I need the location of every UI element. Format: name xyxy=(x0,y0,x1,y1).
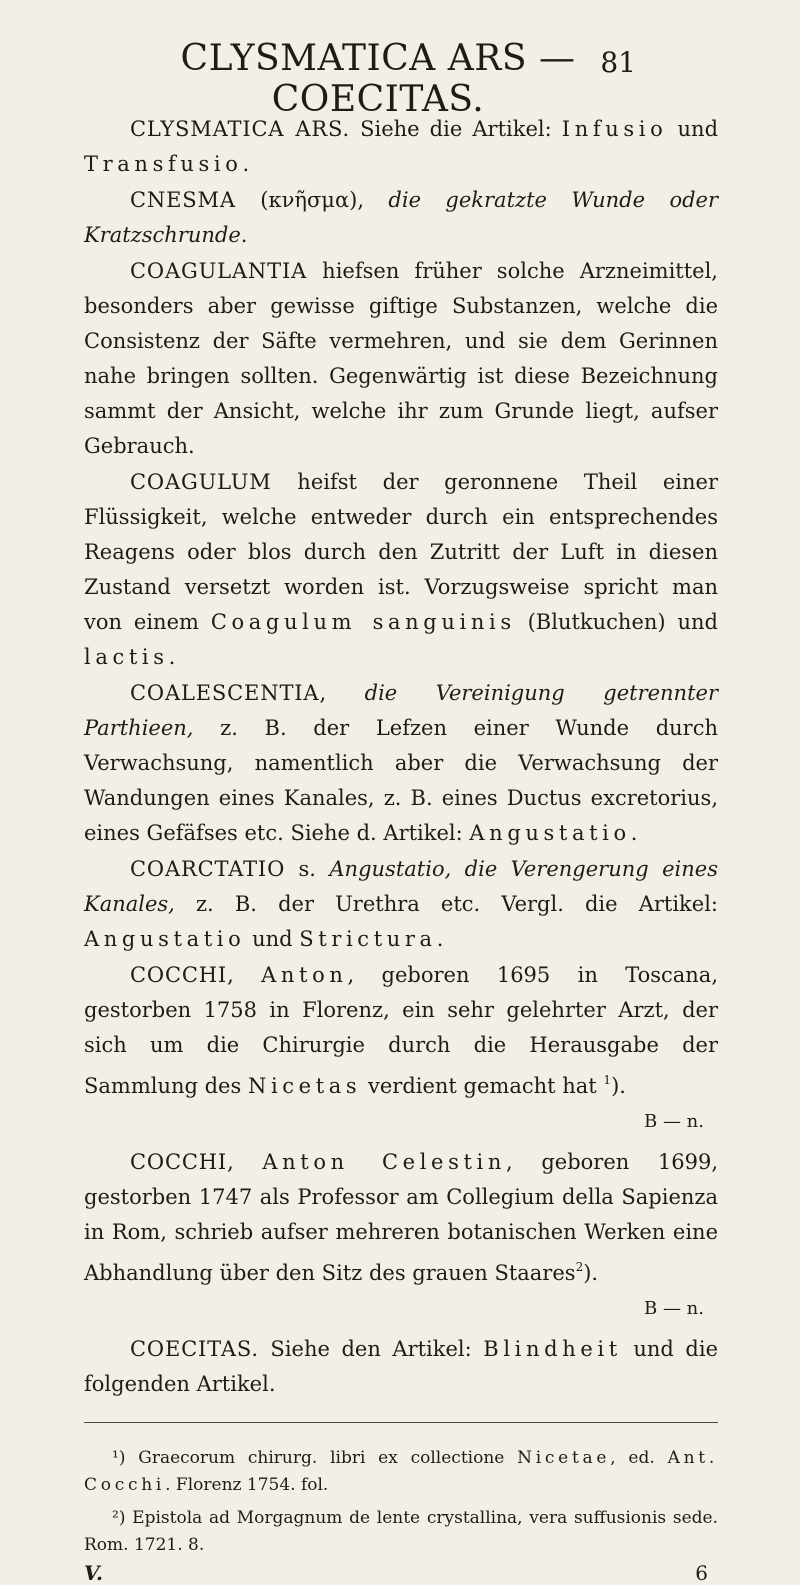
entry-coalescentia xyxy=(84,676,718,851)
entry-headword: COAGULANTIA xyxy=(130,259,308,283)
author-signature: B — n. xyxy=(644,1111,704,1132)
entry-headword: CLYSMATICA ARS. xyxy=(130,117,350,141)
running-head: CLYSMATICA ARS — COECITAS. xyxy=(180,38,576,120)
entry-coagulum xyxy=(84,465,718,675)
footnote-text: , ed. xyxy=(610,1448,668,1468)
emphasized-term: Coagulum sanguinis xyxy=(210,610,516,634)
person-name: Nicetas xyxy=(247,1074,362,1098)
cross-reference: Angustatio xyxy=(84,927,246,951)
entry-coarctatio xyxy=(84,852,718,957)
entry-text: , xyxy=(319,681,365,705)
entry-text: und xyxy=(667,117,719,141)
entry-text: . xyxy=(168,645,176,669)
footnote-marker: 1 xyxy=(603,1073,612,1087)
footnote-text: . Florenz 1754. fol. xyxy=(165,1475,329,1495)
footnote-mark: ¹) xyxy=(112,1448,126,1468)
page-header xyxy=(84,0,718,120)
entry-cocchi-anton xyxy=(84,958,718,1104)
cross-reference: Infusio xyxy=(561,117,668,141)
entry-text: . xyxy=(242,152,250,176)
footnote-1 xyxy=(84,1445,718,1499)
entry-definition: die Vereinigung getrennter Parthieen, xyxy=(84,681,718,740)
entry-headword: COCCHI xyxy=(130,963,228,987)
footnotes xyxy=(84,1445,718,1559)
cross-reference: Strictura xyxy=(299,927,437,951)
dictionary-entries xyxy=(84,112,718,1402)
entry-text: hiefsen früher solche Arzneimittel, besonders aber gewisse giftige Substanzen, welche die Consistenz der Säfte vermehren, und sie dem Gerinnen nahe bringen sollten. Gegenwärtig ist diese Bezeichnung sammt der Ansicht, welche ihr zum Grunde liegt, aufser Gebrauch. xyxy=(84,259,718,458)
page-number: 81 xyxy=(600,46,636,79)
entry-coagulantia xyxy=(84,254,718,464)
entry-clysmatica-ars xyxy=(84,112,718,182)
entry-text: z. B. der Urethra etc. Vergl. die Artikel: xyxy=(174,892,718,916)
entry-headword: COARCTATIO xyxy=(130,857,286,881)
entry-text: , xyxy=(227,963,262,987)
entry-text: . xyxy=(630,821,638,845)
footnote-text: Epistola ad Morgagnum de lente crystallina, vera suffusionis sede. Rom. 1721. 8. xyxy=(84,1508,718,1555)
entry-cnesma xyxy=(84,183,718,253)
entry-text: ). xyxy=(611,1074,626,1098)
entry-headword: COECITAS. xyxy=(130,1337,259,1361)
signature-volume: V. xyxy=(84,1561,103,1585)
entry-text: . xyxy=(436,927,444,951)
entry-text: heifst der geronnene Theil einer Flüssigkeit, welche entweder durch ein entsprechendes Reagens oder blos durch den Zutritt der Luft in diesen Zustand versetzt worden ist. Vorzugsweise spricht man von einem xyxy=(84,470,718,634)
entry-headword: COALESCENTIA xyxy=(130,681,320,705)
entry-text: z. B. der Lefzen einer Wunde durch Verwachsung, namentlich aber die Verwachsung der Wandungen eines Kanales, z. B. eines Ductus excretorius, eines Gefäfses etc. Siehe d. Artikel: xyxy=(84,716,718,845)
entry-definition: die gekratzte Wunde oder Kratzschrunde. xyxy=(84,188,718,247)
entry-text: (Blutkuchen) und xyxy=(515,610,718,634)
cross-reference: Transfusio xyxy=(84,152,243,176)
footnote-divider xyxy=(84,1422,718,1423)
entry-text: , geboren 1699, gestorben 1747 als Professor am Collegium della Sapienza in Rom, schrieb aufser mehreren botanischen Werken eine Abhandlung über den Sitz des grauen Staares xyxy=(84,1150,718,1285)
entry-text: Siehe die Artikel: xyxy=(349,117,562,141)
entry-text: und die folgenden Artikel. xyxy=(84,1337,718,1396)
entry-text: verdient gemacht hat xyxy=(361,1074,604,1098)
person-name: Anton xyxy=(261,963,348,987)
entry-headword: CNESMA xyxy=(130,188,236,212)
entry-text: (κνῆσμα), xyxy=(235,188,389,212)
footnote-2 xyxy=(84,1505,718,1559)
author-signature: B — n. xyxy=(644,1298,704,1319)
signature-line xyxy=(84,1561,718,1585)
cross-reference: Angustatio xyxy=(469,821,631,845)
entry-coecitas xyxy=(84,1332,718,1402)
signature-sheet-number: 6 xyxy=(695,1561,708,1585)
footnote-mark: ²) xyxy=(112,1508,126,1528)
cross-reference: Blindheit xyxy=(483,1337,622,1361)
entry-headword: COAGULUM xyxy=(130,470,272,494)
entry-cocchi-anton-celestin xyxy=(84,1145,718,1291)
entry-text: , geboren 1695 in Toscana, gestorben 1758 in Florenz, ein sehr gelehrter Arzt, der sich um die Chirurgie durch die Herausgabe der Sammlung des xyxy=(84,963,718,1098)
emphasized-term: lactis xyxy=(84,645,169,669)
footnote-text: Graecorum chirurg. libri ex collectione xyxy=(125,1448,518,1468)
entry-text: und xyxy=(245,927,300,951)
person-name: Anton Celestin xyxy=(262,1150,507,1174)
entry-headword: COCCHI xyxy=(130,1150,228,1174)
footnote-marker: 2 xyxy=(575,1260,584,1274)
person-name: Nicetae xyxy=(517,1448,611,1468)
entry-definition: Angustatio, die Verengerung eines Kanales, xyxy=(84,857,718,916)
entry-text: ). xyxy=(583,1261,599,1285)
entry-text: Siehe den Artikel: xyxy=(258,1337,484,1361)
entry-text: , xyxy=(227,1150,263,1174)
entry-text: s. xyxy=(285,857,330,881)
person-name: Ant. Cocchi xyxy=(84,1448,718,1495)
